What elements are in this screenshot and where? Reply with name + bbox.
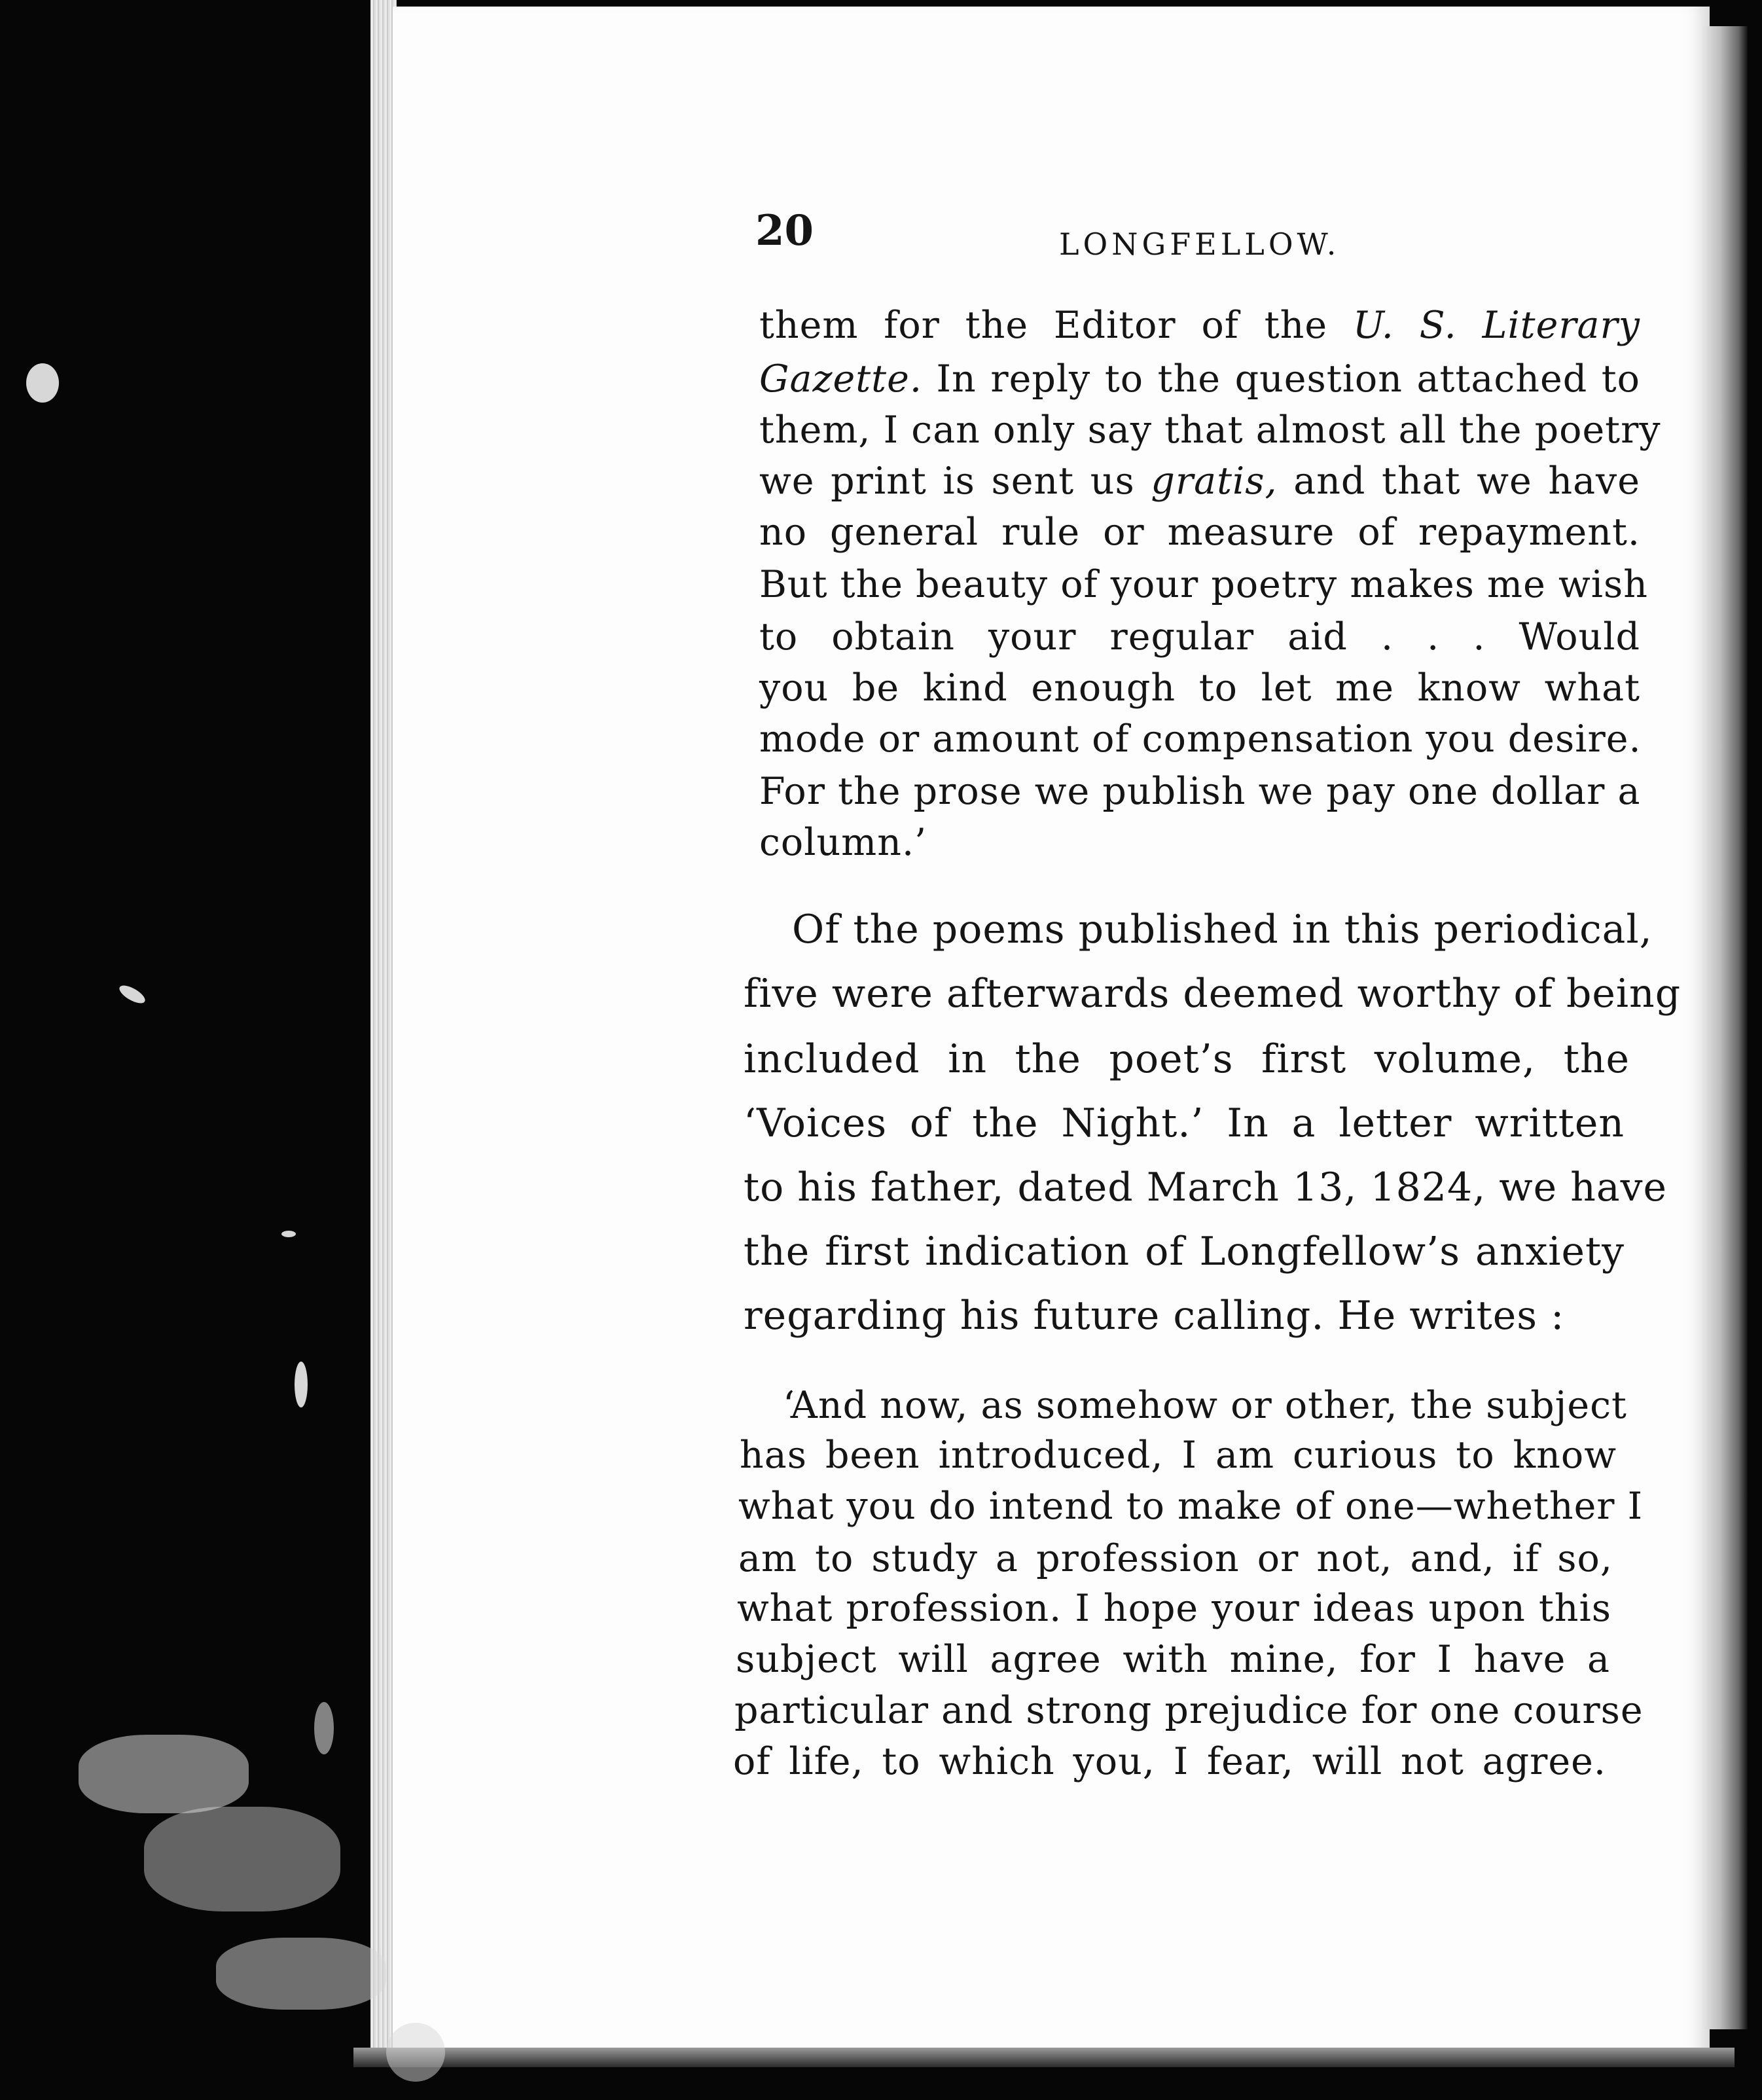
text-line: to his father, dated March 13, 1824, we have [744, 1165, 1668, 1210]
text-line: Gazette. In reply to the question attached to [759, 357, 1640, 401]
text-line: what you do intend to make of one—whether I [738, 1485, 1644, 1528]
text-line: what profession. I hope your ideas upon this [737, 1587, 1611, 1630]
text-line: them, I can only say that almost all the poetry [759, 408, 1661, 452]
text-line: included in the poet’s first volume, the [744, 1036, 1630, 1082]
text-line: Of the poems published in this periodical, [792, 907, 1653, 952]
text-line: ‘And now, as somehow or other, the subject [783, 1384, 1627, 1427]
text-line: the first indication of Longfellow’s anxiety [744, 1229, 1625, 1275]
text-line: But the beauty of your poetry makes me wish [759, 563, 1648, 606]
text-line: For the prose we publish we pay one dollar a [759, 770, 1641, 813]
text-line: ‘Voices of the Night.’ In a letter written [744, 1100, 1625, 1146]
text-line: column.’ [759, 821, 927, 864]
text-line: mode or amount of compensation you desire. [759, 717, 1642, 761]
text-line: you be kind enough to let me know what [759, 666, 1640, 710]
text-line: no general rule or measure of repayment. [759, 511, 1640, 554]
text-line: am to study a profession or not, and, if so, [738, 1537, 1613, 1580]
text-line: regarding his future calling. He writes : [744, 1293, 1565, 1339]
text-line: to obtain your regular aid . . . Would [759, 615, 1640, 659]
running-head: LONGFELLOW. [1059, 226, 1340, 262]
text-line: has been introduced, I am curious to know [740, 1434, 1617, 1477]
text-line: them for the Editor of the U. S. Literary [759, 304, 1640, 347]
text-line: particular and strong prejudice for one course [734, 1689, 1644, 1732]
text-line: of life, to which you, I fear, will not agree. [733, 1740, 1606, 1783]
text-line: subject will agree with mine, for I have a [736, 1638, 1610, 1681]
text-line: five were afterwards deemed worthy of being [744, 971, 1681, 1017]
page-number: 20 [755, 206, 814, 255]
text-line: we print is sent us gratis, and that we have [759, 460, 1640, 503]
